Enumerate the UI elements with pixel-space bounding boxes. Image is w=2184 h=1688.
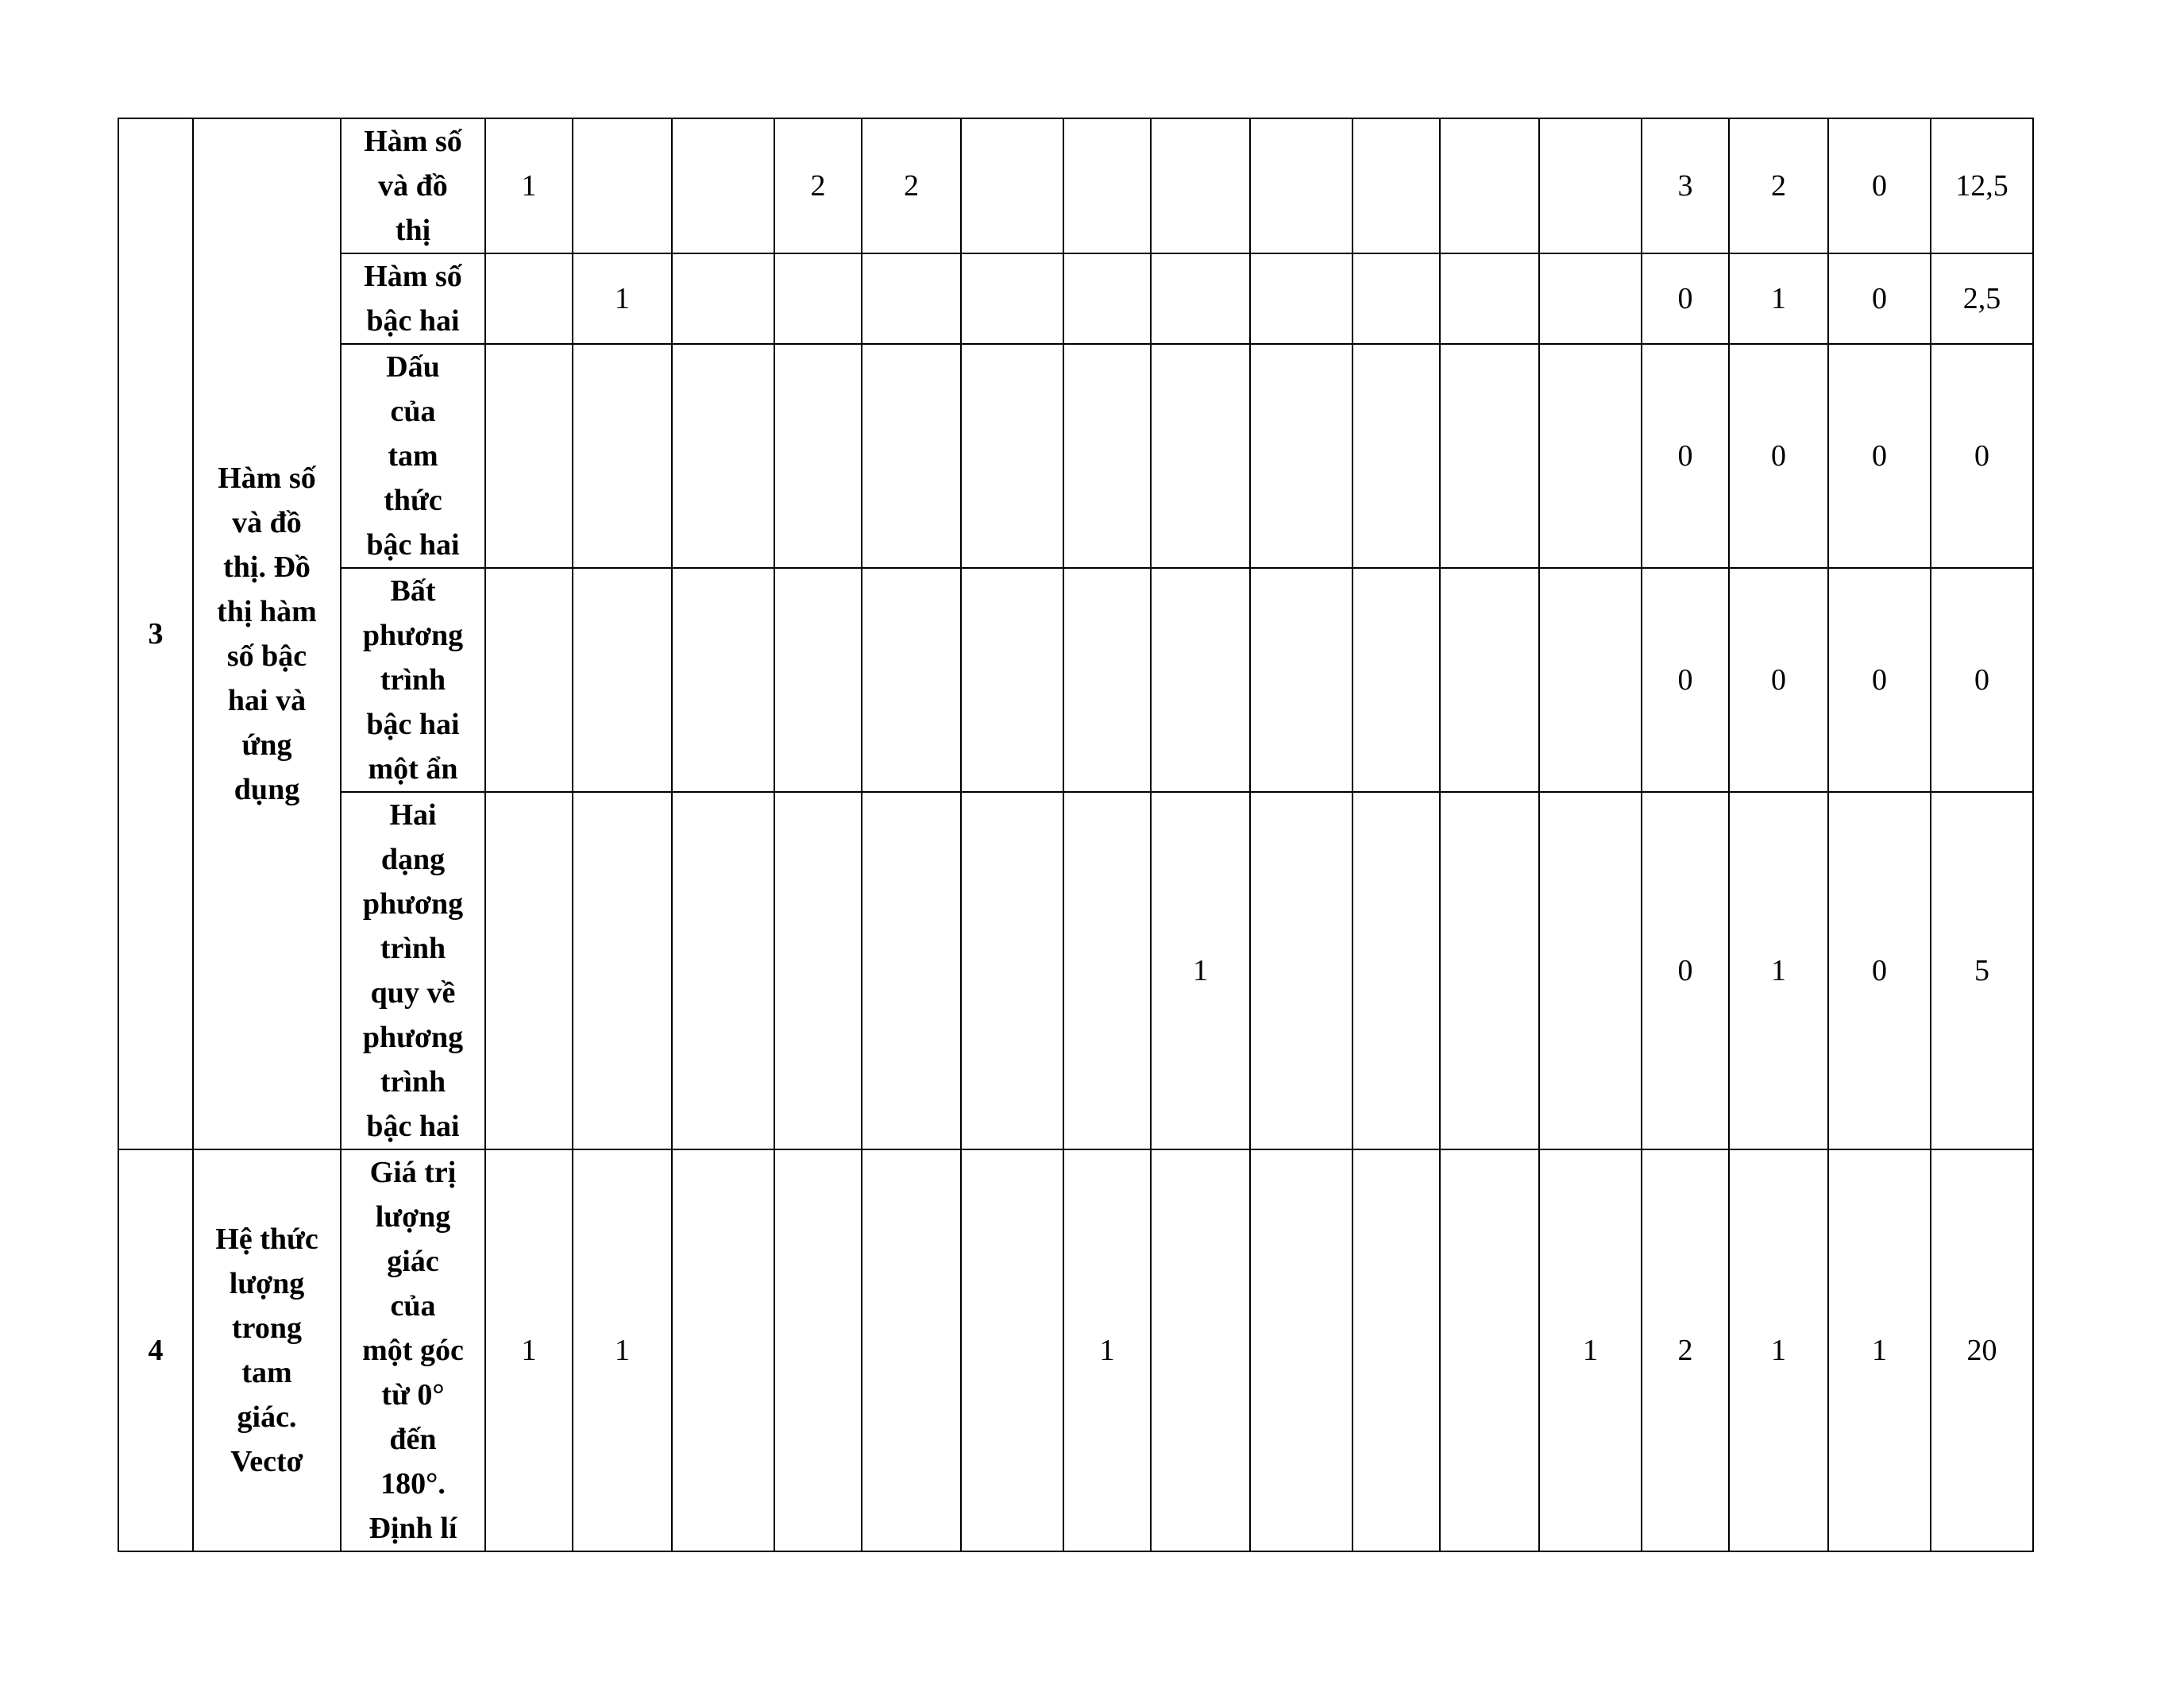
value-cell: 5 (1931, 792, 2033, 1149)
value-cell: 0 (1729, 344, 1828, 568)
value-cell (961, 1149, 1063, 1551)
value-cell (1352, 792, 1440, 1149)
value-cell (1539, 344, 1642, 568)
value-cell: 0 (1642, 344, 1729, 568)
value-cell (961, 792, 1063, 1149)
value-cell: 2 (1729, 118, 1828, 253)
value-cell (1063, 118, 1151, 253)
value-cell: 3 (1642, 118, 1729, 253)
value-cell (1063, 253, 1151, 344)
value-cell (1250, 1149, 1352, 1551)
value-cell (1440, 118, 1539, 253)
value-cell: 1 (1729, 1149, 1828, 1551)
value-cell: 1 (1063, 1149, 1151, 1551)
value-cell (774, 1149, 862, 1551)
value-cell (672, 344, 774, 568)
topic-cell: Giá trị lượng giác của một góc từ 0° đến 180°. Định lí (341, 1149, 485, 1551)
value-cell (961, 253, 1063, 344)
topic-cell: Dấu của tam thức bậc hai (341, 344, 485, 568)
value-cell (1151, 1149, 1250, 1551)
topic-cell: Hai dạng phương trình quy về phương trình bậc hai (341, 792, 485, 1149)
value-cell (1250, 118, 1352, 253)
value-cell (1440, 344, 1539, 568)
value-cell: 1 (485, 1149, 573, 1551)
value-cell: 1 (1539, 1149, 1642, 1551)
value-cell: 0 (1642, 568, 1729, 792)
value-cell: 0 (1828, 253, 1931, 344)
value-cell: 1 (1151, 792, 1250, 1149)
value-cell (485, 253, 573, 344)
value-cell: 1 (573, 1149, 672, 1551)
value-cell (1151, 253, 1250, 344)
value-cell (774, 568, 862, 792)
value-cell (485, 344, 573, 568)
table-row (118, 118, 2033, 253)
value-cell (1352, 118, 1440, 253)
value-cell (1352, 253, 1440, 344)
value-cell: 1 (485, 118, 573, 253)
value-cell: 2 (862, 118, 961, 253)
value-cell: 2 (774, 118, 862, 253)
value-cell: 2,5 (1931, 253, 2033, 344)
value-cell (573, 792, 672, 1149)
matrix-body (118, 118, 2033, 1551)
value-cell (1151, 344, 1250, 568)
value-cell: 0 (1828, 568, 1931, 792)
value-cell (1151, 118, 1250, 253)
chapter-cell: Hàm số và đồ thị. Đồ thị hàm số bậc hai và ứng dụng (193, 118, 341, 1149)
value-cell (1440, 1149, 1539, 1551)
value-cell (1440, 792, 1539, 1149)
value-cell: 0 (1931, 568, 2033, 792)
value-cell (862, 253, 961, 344)
chapter-cell: Hệ thức lượng trong tam giác. Vectơ (193, 1149, 341, 1551)
value-cell (1063, 792, 1151, 1149)
value-cell (961, 344, 1063, 568)
value-cell (774, 344, 862, 568)
value-cell (485, 792, 573, 1149)
value-cell (1352, 568, 1440, 792)
value-cell (672, 118, 774, 253)
table-row (118, 568, 2033, 792)
value-cell: 1 (1729, 792, 1828, 1149)
value-cell: 1 (573, 253, 672, 344)
value-cell (774, 253, 862, 344)
value-cell (1539, 118, 1642, 253)
value-cell (1539, 568, 1642, 792)
value-cell (1063, 344, 1151, 568)
value-cell: 20 (1931, 1149, 2033, 1551)
value-cell (485, 568, 573, 792)
value-cell (573, 118, 672, 253)
value-cell: 0 (1828, 792, 1931, 1149)
value-cell: 0 (1828, 118, 1931, 253)
value-cell (573, 568, 672, 792)
value-cell (1440, 253, 1539, 344)
value-cell (774, 792, 862, 1149)
table-row (118, 792, 2033, 1149)
row-number-cell: 4 (118, 1149, 193, 1551)
value-cell (961, 568, 1063, 792)
row-number-cell: 3 (118, 118, 193, 1149)
table-row (118, 1149, 2033, 1551)
value-cell: 12,5 (1931, 118, 2033, 253)
value-cell (1539, 792, 1642, 1149)
topic-cell: Hàm số và đồ thị (341, 118, 485, 253)
value-cell (1440, 568, 1539, 792)
value-cell: 0 (1729, 568, 1828, 792)
value-cell (1352, 344, 1440, 568)
value-cell: 0 (1642, 792, 1729, 1149)
value-cell: 1 (1828, 1149, 1931, 1551)
value-cell (862, 792, 961, 1149)
value-cell: 0 (1931, 344, 2033, 568)
topic-cell: Bất phương trình bậc hai một ẩn (341, 568, 485, 792)
value-cell: 2 (1642, 1149, 1729, 1551)
value-cell (672, 1149, 774, 1551)
value-cell (1250, 344, 1352, 568)
value-cell: 0 (1828, 344, 1931, 568)
value-cell (672, 253, 774, 344)
value-cell (862, 1149, 961, 1551)
matrix-table (118, 118, 2034, 1552)
value-cell (1151, 568, 1250, 792)
value-cell: 0 (1642, 253, 1729, 344)
table-row (118, 344, 2033, 568)
value-cell (862, 344, 961, 568)
value-cell (1250, 568, 1352, 792)
value-cell (862, 568, 961, 792)
value-cell (1539, 253, 1642, 344)
topic-cell: Hàm số bậc hai (341, 253, 485, 344)
value-cell (1250, 792, 1352, 1149)
value-cell (573, 344, 672, 568)
table-row (118, 253, 2033, 344)
value-cell (1063, 568, 1151, 792)
value-cell (961, 118, 1063, 253)
value-cell: 1 (1729, 253, 1828, 344)
value-cell (1250, 253, 1352, 344)
value-cell (672, 792, 774, 1149)
value-cell (672, 568, 774, 792)
value-cell (1352, 1149, 1440, 1551)
